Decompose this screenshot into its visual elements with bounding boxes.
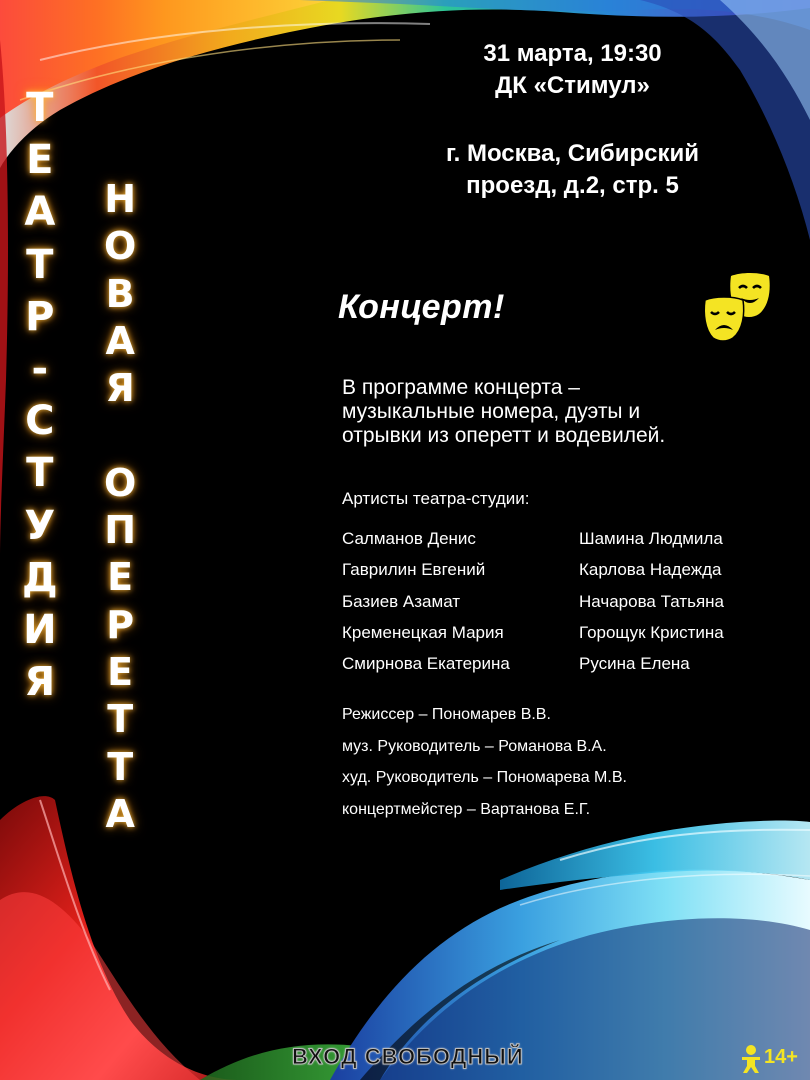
person-icon (738, 1044, 764, 1074)
vertical-text-theatre-studio (22, 85, 58, 714)
program-line: отрывки из оперетт и водевилей. (342, 424, 666, 447)
crew-art-director: худ. Руководитель – Пономарева М.В. (342, 769, 627, 787)
vertical-letter: О (104, 460, 137, 505)
vertical-letter: Т (107, 697, 134, 742)
vertical-letter: Е (107, 555, 134, 600)
crew-music-director: муз. Руководитель – Романова В.А. (342, 737, 607, 755)
artist-name: Русина Елена (579, 654, 690, 674)
crew-list (342, 703, 627, 829)
artists-list-right (579, 527, 724, 683)
program-description (342, 376, 665, 448)
artist-name: Карлова Надежда (579, 560, 722, 580)
event-date-time: 31 марта, 19:30 (483, 40, 662, 67)
address-line-2: проезд, д.2, стр. 5 (466, 172, 679, 199)
vertical-letter: Я (24, 659, 56, 706)
vertical-letter: Т (26, 241, 54, 288)
crew-director: Режиссер – Пономарев В.В. (342, 706, 551, 723)
event-venue: ДК «Стимул» (495, 72, 650, 99)
vertical-letter: Р (25, 293, 55, 340)
artist-name: Начарова Татьяна (579, 591, 724, 611)
artist-name: Базиев Азамат (342, 591, 461, 611)
vertical-letter: П (104, 508, 137, 553)
vertical-letter: С (25, 398, 55, 445)
artists-list-left (342, 527, 510, 683)
artist-name: Салманов Денис (342, 529, 476, 548)
program-line: музыкальные номера, дуэты и (342, 400, 641, 423)
artists-heading: Артисты театра-студии: (342, 489, 530, 508)
address-line-1: г. Москва, Сибирский (446, 140, 699, 167)
vertical-letter: И (23, 606, 57, 653)
vertical-letter: Т (26, 85, 54, 131)
vertical-letter: Т (107, 744, 134, 789)
artist-name: Смирнова Екатерина (342, 654, 510, 674)
vertical-letter: А (105, 791, 135, 836)
vertical-letter: А (105, 318, 135, 363)
vertical-letter: Е (107, 649, 134, 694)
theatre-masks-icon (697, 270, 777, 350)
free-entry-label: ВХОД СВОБОДНЫЙ (292, 1044, 524, 1069)
artist-name: Гаврилин Евгений (342, 560, 486, 580)
vertical-text-new-operetta (104, 177, 137, 842)
concert-title: Концерт! (338, 288, 505, 326)
artist-name: Горощук Кристина (579, 622, 724, 642)
vertical-letter: О (104, 224, 137, 269)
vertical-letter: В (105, 271, 135, 316)
vertical-letter: - (31, 345, 49, 392)
vertical-letter: Р (106, 602, 135, 647)
vertical-letter: А (24, 189, 56, 236)
vertical-letter: Е (26, 137, 54, 184)
artist-name: Шамина Людмила (579, 529, 723, 548)
program-line: В программе концерта – (342, 376, 580, 399)
vertical-letter: Т (26, 450, 54, 497)
vertical-letter: Д (22, 554, 58, 601)
vertical-letter: Я (105, 366, 135, 411)
vertical-letter: У (24, 502, 56, 549)
artist-name: Кременецкая Мария (342, 622, 504, 642)
age-rating: 14+ (764, 1046, 798, 1068)
crew-accompanist: концертмейстер – Вартанова Е.Г. (342, 800, 591, 818)
vertical-letter: Н (104, 177, 137, 221)
event-datetime-venue (400, 38, 745, 102)
event-address (400, 138, 745, 202)
